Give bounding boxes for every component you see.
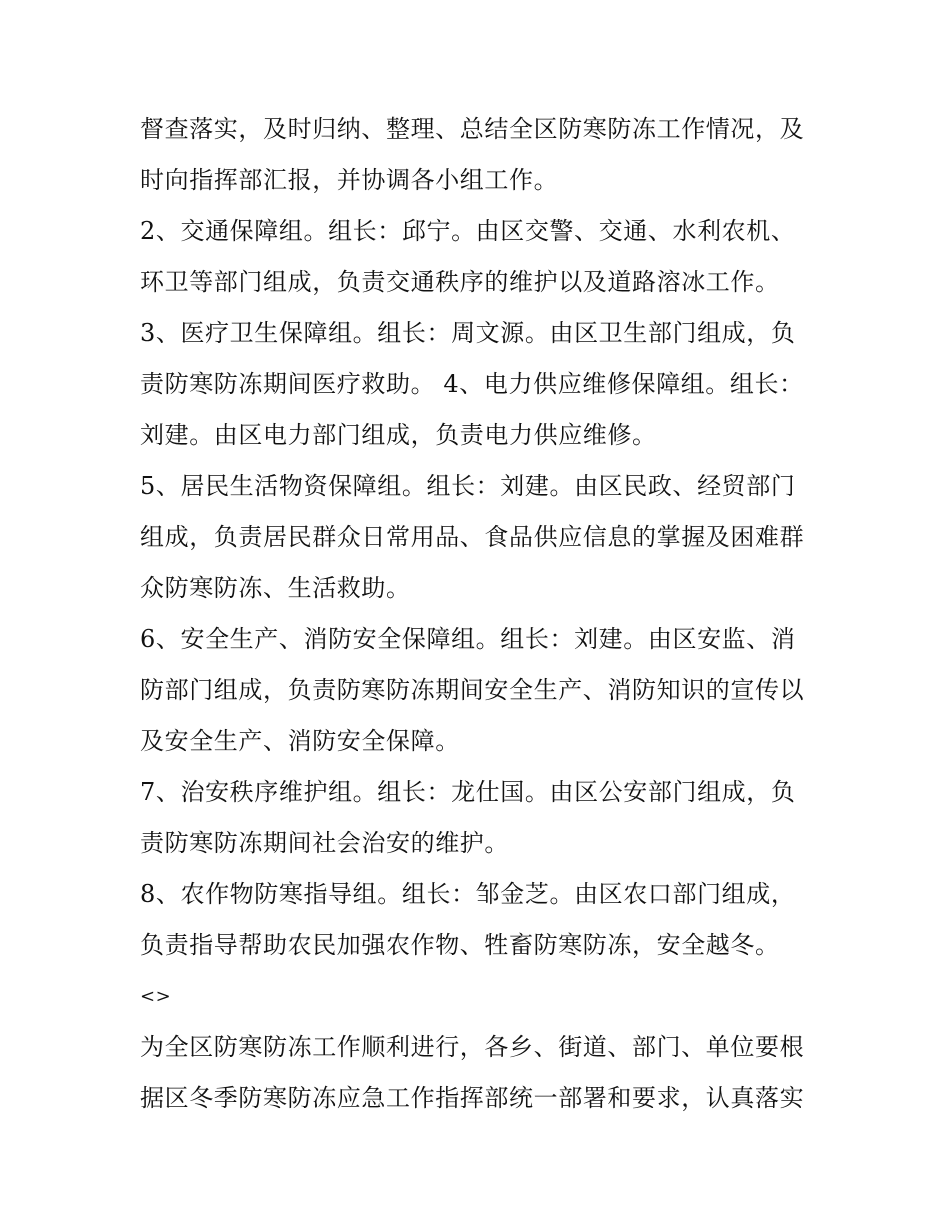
text-line: 组成，负责居民群众日常用品、食品供应信息的掌握及困难群 bbox=[140, 523, 805, 551]
text-line: <> bbox=[140, 986, 172, 1007]
text-line: 为全区防寒防冻工作顺利进行，各乡、街道、部门、单位要根 bbox=[140, 1033, 805, 1061]
text-line: 环卫等部门组成，负责交通秩序的维护以及道路溶冰工作。 bbox=[140, 268, 780, 296]
text-line: 据区冬季防寒防冻应急工作指挥部统一部署和要求，认真落实 bbox=[140, 1084, 805, 1112]
text-line: 负责指导帮助农民加强农作物、牲畜防寒防冻，安全越冬。 bbox=[140, 931, 780, 959]
text-line: 责防寒防冻期间社会治安的维护。 bbox=[140, 829, 509, 857]
text-line: 责防寒防冻期间医疗救助。 4、电力供应维修保障组。组长： bbox=[140, 370, 804, 398]
text-line: 督查落实，及时归纳、整理、总结全区防寒防冻工作情况，及 bbox=[140, 115, 805, 143]
text-line: 时向指挥部汇报，并协调各小组工作。 bbox=[140, 166, 559, 194]
text-line: 3、医疗卫生保障组。组长：周文源。由区卫生部门组成，负 bbox=[140, 319, 796, 347]
text-line: 7、治安秩序维护组。组长：龙仕国。由区公安部门组成，负 bbox=[140, 778, 796, 806]
text-line: 刘建。由区电力部门组成，负责电力供应维修。 bbox=[140, 421, 657, 449]
text-line: 及安全生产、消防安全保障。 bbox=[140, 727, 460, 755]
text-line: 防部门组成，负责防寒防冻期间安全生产、消防知识的宣传以 bbox=[140, 676, 805, 704]
text-line: 众防寒防冻、生活救助。 bbox=[140, 574, 411, 602]
text-line: 5、居民生活物资保障组。组长：刘建。由区民政、经贸部门 bbox=[140, 472, 796, 500]
text-line: 2、交通保障组。组长：邱宁。由区交警、交通、水利农机、 bbox=[140, 217, 796, 245]
text-line: 6、安全生产、消防安全保障组。组长：刘建。由区安监、消 bbox=[140, 625, 796, 653]
text-line: 8、农作物防寒指导组。组长：邹金芝。由区农口部门组成， bbox=[140, 880, 796, 908]
document-body bbox=[140, 104, 820, 1124]
